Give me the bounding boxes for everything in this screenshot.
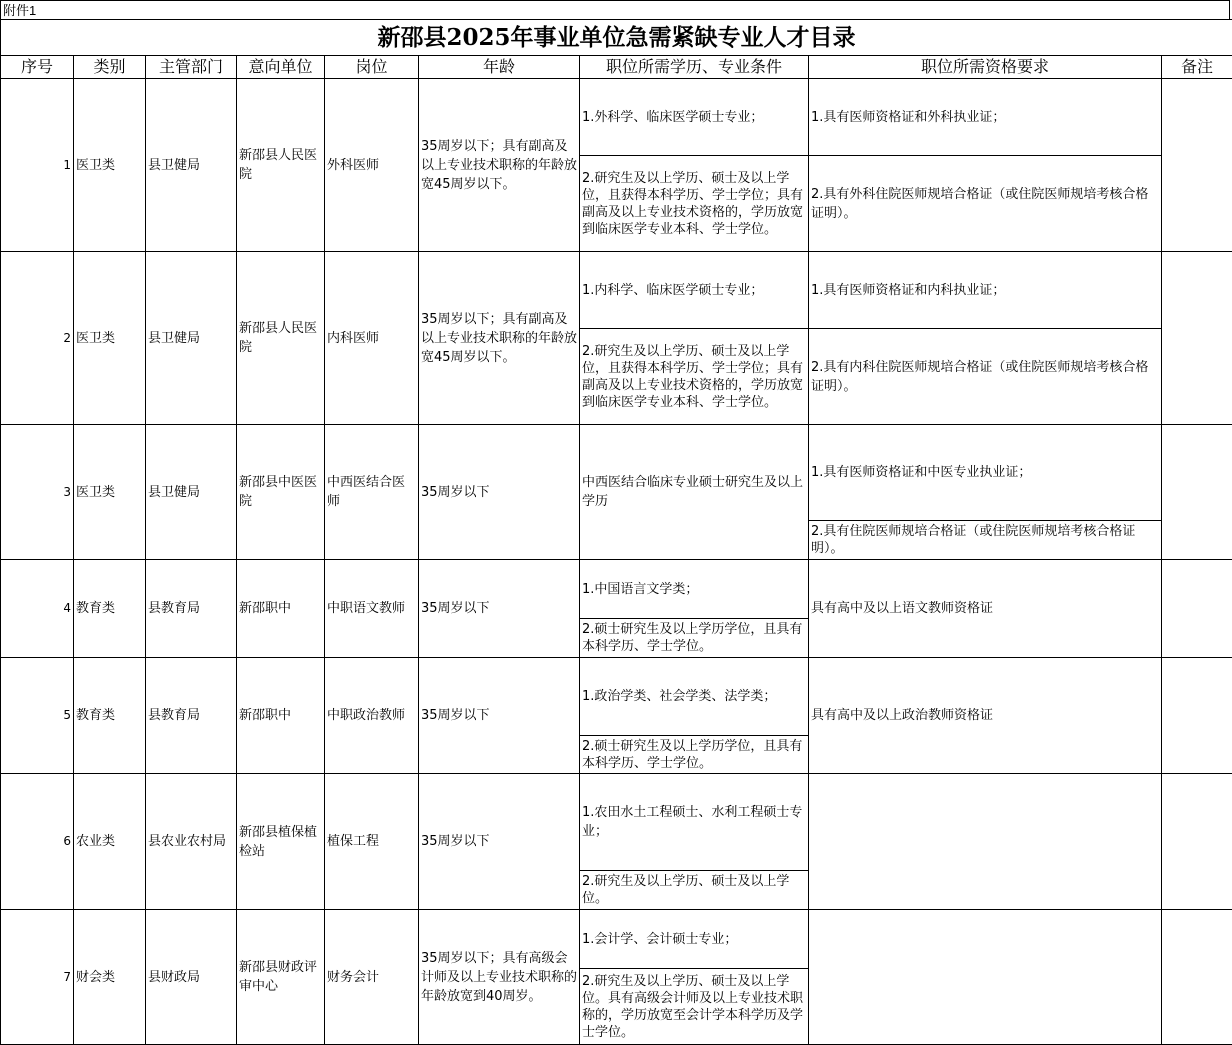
row-age: 35周岁以下 <box>419 658 580 774</box>
row-post: 财务会计 <box>325 910 419 1045</box>
row-education-2: 2.研究生及以上学历、硕士及以上学位，且获得本科学历、学士学位；具有副高及以上专业技术资格的，学历放宽到临床医学专业本科、学士学位。 <box>580 329 809 425</box>
row-no: 4 <box>1 560 74 658</box>
row-remark <box>1162 774 1232 910</box>
row-qualification-1: 1.具有医师资格证和内科执业证； <box>809 252 1162 329</box>
row-category: 财会类 <box>74 910 146 1045</box>
row-unit: 新邵职中 <box>237 658 325 774</box>
row-age: 35周岁以下 <box>419 425 580 560</box>
row-qualification <box>809 910 1162 1045</box>
row-department: 县教育局 <box>146 658 237 774</box>
table-row <box>1 560 1232 619</box>
header-row <box>1 56 1232 79</box>
row-qualification-1: 1.具有医师资格证和中医专业执业证； <box>809 425 1162 521</box>
row-remark <box>1162 560 1232 658</box>
table-row <box>1 910 1232 969</box>
header-category: 类别 <box>74 56 146 79</box>
row-qualification-1: 1.具有医师资格证和外科执业证； <box>809 79 1162 156</box>
header-department: 主管部门 <box>146 56 237 79</box>
row-department: 县财政局 <box>146 910 237 1045</box>
row-education-2: 2.硕士研究生及以上学历学位，且具有本科学历、学士学位。 <box>580 619 809 658</box>
row-unit: 新邵县中医医院 <box>237 425 325 560</box>
row-education-1: 1.会计学、会计硕士专业； <box>580 910 809 969</box>
row-unit: 新邵县财政评审中心 <box>237 910 325 1045</box>
row-no: 2 <box>1 252 74 425</box>
table-row <box>1 79 1232 156</box>
row-remark <box>1162 79 1232 252</box>
row-no: 3 <box>1 425 74 560</box>
row-education-2: 2.硕士研究生及以上学历学位，且具有本科学历、学士学位。 <box>580 736 809 774</box>
header-age: 年龄 <box>419 56 580 79</box>
row-category: 医卫类 <box>74 252 146 425</box>
row-category: 医卫类 <box>74 425 146 560</box>
row-education-2: 2.研究生及以上学历、硕士及以上学位。具有高级会计师及以上专业技术职称的，学历放宽至会计学本科学历及学士学位。 <box>580 969 809 1045</box>
row-qualification <box>809 774 1162 910</box>
header-qualification: 职位所需资格要求 <box>809 56 1162 79</box>
row-post: 外科医师 <box>325 79 419 252</box>
row-category: 教育类 <box>74 560 146 658</box>
row-unit: 新邵县植保植检站 <box>237 774 325 910</box>
table-row <box>1 252 1232 329</box>
row-post: 内科医师 <box>325 252 419 425</box>
row-remark <box>1162 658 1232 774</box>
row-education-1: 1.政治学类、社会学类、法学类； <box>580 658 809 736</box>
row-department: 县农业农村局 <box>146 774 237 910</box>
row-unit: 新邵县人民医院 <box>237 252 325 425</box>
header-education: 职位所需学历、专业条件 <box>580 56 809 79</box>
row-age: 35周岁以下；具有副高及以上专业技术职称的年龄放宽45周岁以下。 <box>419 252 580 425</box>
row-department: 县卫健局 <box>146 252 237 425</box>
row-post: 中西医结合医师 <box>325 425 419 560</box>
row-education-1: 1.内科学、临床医学硕士专业； <box>580 252 809 329</box>
row-category: 医卫类 <box>74 79 146 252</box>
table-row <box>1 425 1232 521</box>
row-qualification-2: 2.具有内科住院医师规培合格证（或住院医师规培考核合格证明）。 <box>809 329 1162 425</box>
table-row <box>1 774 1232 871</box>
row-remark <box>1162 252 1232 425</box>
row-no: 6 <box>1 774 74 910</box>
row-age: 35周岁以下；具有副高及以上专业技术职称的年龄放宽45周岁以下。 <box>419 79 580 252</box>
row-remark <box>1162 425 1232 560</box>
header-post: 岗位 <box>325 56 419 79</box>
row-unit: 新邵县人民医院 <box>237 79 325 252</box>
row-education: 中西医结合临床专业硕士研究生及以上学历 <box>580 425 809 560</box>
table-row <box>1 658 1232 736</box>
row-qualification-2: 2.具有外科住院医师规培合格证（或住院医师规培考核合格证明）。 <box>809 156 1162 252</box>
row-post: 植保工程 <box>325 774 419 910</box>
row-age: 35周岁以下 <box>419 560 580 658</box>
header-remark: 备注 <box>1162 56 1232 79</box>
row-qualification: 具有高中及以上语文教师资格证 <box>809 560 1162 658</box>
row-department: 县教育局 <box>146 560 237 658</box>
row-education-2: 2.研究生及以上学历、硕士及以上学位，且获得本科学历、学士学位；具有副高及以上专业技术资格的，学历放宽到临床医学专业本科、学士学位。 <box>580 156 809 252</box>
row-education-1: 1.中国语言文学类； <box>580 560 809 619</box>
row-remark <box>1162 910 1232 1045</box>
header-unit: 意向单位 <box>237 56 325 79</box>
row-age: 35周岁以下 <box>419 774 580 910</box>
row-department: 县卫健局 <box>146 79 237 252</box>
row-education-1: 1.外科学、临床医学硕士专业； <box>580 79 809 156</box>
talent-catalog-table <box>0 19 1232 1045</box>
row-education-2: 2.研究生及以上学历、硕士及以上学位。 <box>580 871 809 910</box>
row-no: 1 <box>1 79 74 252</box>
row-qualification-2: 2.具有住院医师规培合格证（或住院医师规培考核合格证明）。 <box>809 521 1162 560</box>
row-education-1: 1.农田水土工程硕士、水利工程硕士专业； <box>580 774 809 871</box>
row-no: 5 <box>1 658 74 774</box>
row-age: 35周岁以下；具有高级会计师及以上专业技术职称的年龄放宽到40周岁。 <box>419 910 580 1045</box>
header-no: 序号 <box>1 56 74 79</box>
row-post: 中职政治教师 <box>325 658 419 774</box>
document-title: 新邵县2025年事业单位急需紧缺专业人才目录 <box>1 20 1232 56</box>
row-unit: 新邵职中 <box>237 560 325 658</box>
annex-label: 附件1 <box>0 0 1230 19</box>
row-category: 教育类 <box>74 658 146 774</box>
row-category: 农业类 <box>74 774 146 910</box>
row-qualification: 具有高中及以上政治教师资格证 <box>809 658 1162 774</box>
row-no: 7 <box>1 910 74 1045</box>
row-post: 中职语文教师 <box>325 560 419 658</box>
row-department: 县卫健局 <box>146 425 237 560</box>
